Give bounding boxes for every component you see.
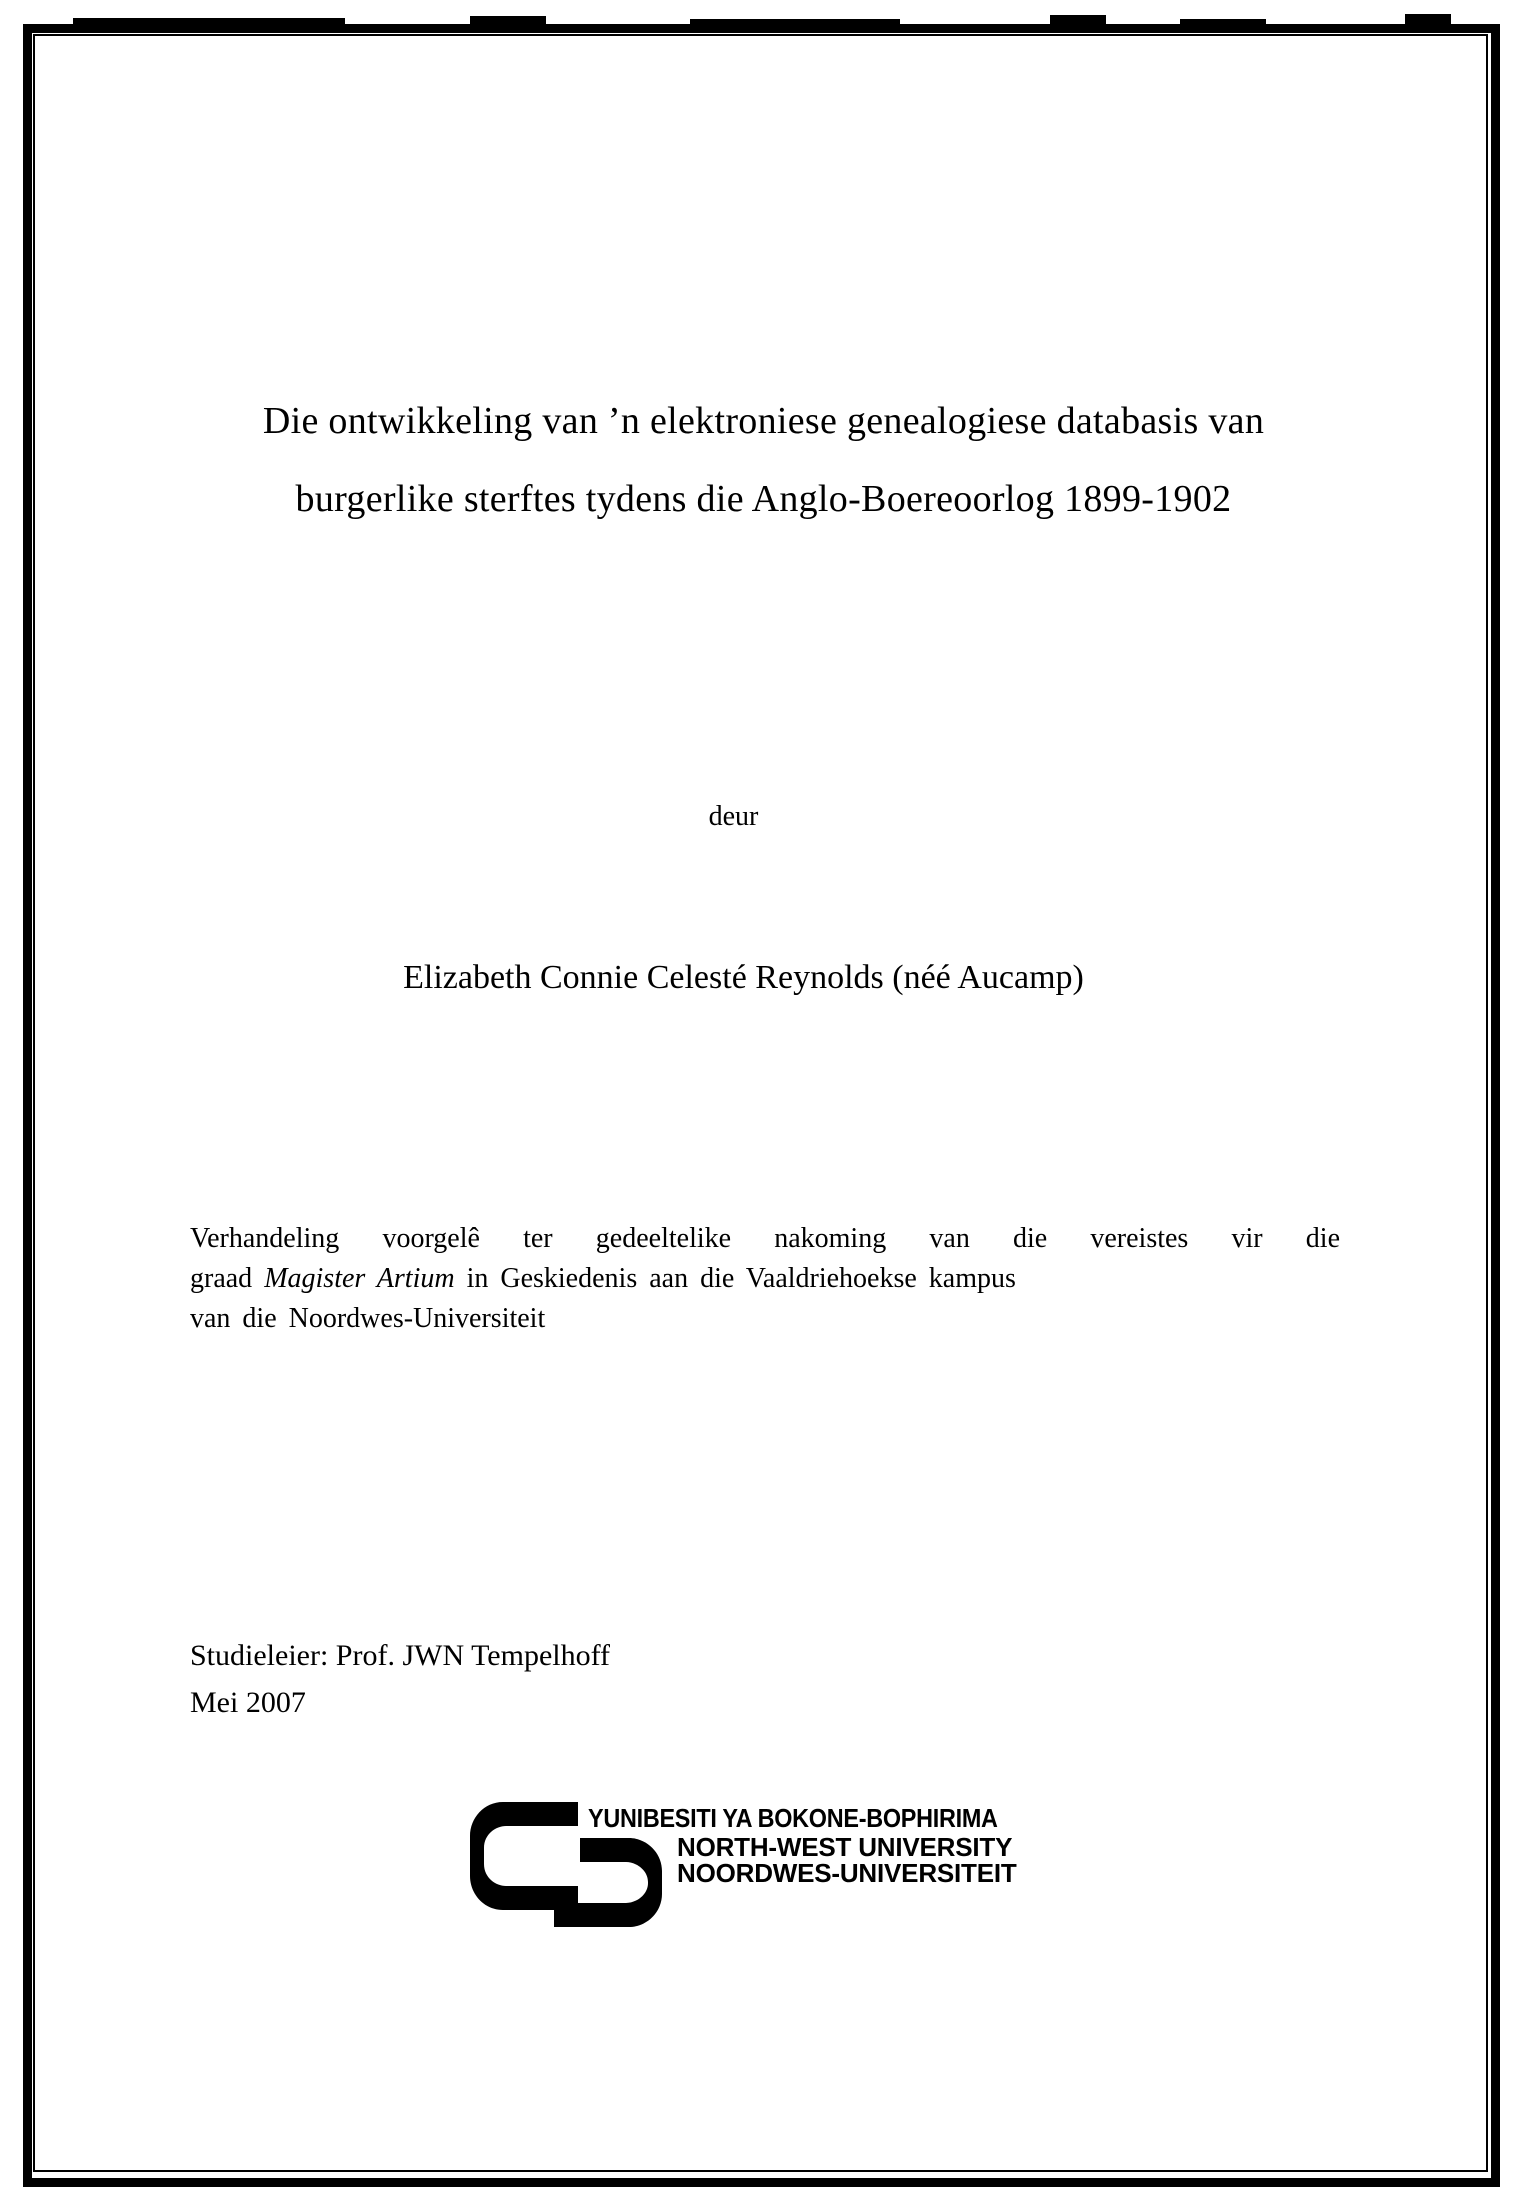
scan-artifact <box>73 18 345 25</box>
scan-artifact <box>1050 15 1106 25</box>
logo-text-setswana: YUNIBESITI YA BOKONE-BOPHIRIMA <box>588 1803 998 1833</box>
logo-text-english: NORTH-WEST UNIVERSITY <box>677 1832 1013 1862</box>
degree-name-italic: Magister Artium <box>264 1263 455 1294</box>
scan-artifact <box>690 19 900 25</box>
author-name: Elizabeth Connie Celesté Reynolds (néé Aucamp) <box>403 959 1084 996</box>
thesis-title-line-1: Die ontwikkeling van ’n elektroniese genealogiese databasis van <box>262 400 1265 442</box>
degree-statement-line-1: Verhandeling voorgelê ter gedeeltelike nakoming van die vereistes vir die <box>190 1223 1340 1254</box>
byline-deur: deur <box>708 801 759 832</box>
degree-statement-line-2-prefix: graad <box>190 1263 265 1294</box>
degree-statement-line-2-suffix: in Geskiedenis aan die Vaaldriehoekse kampus <box>454 1263 1016 1294</box>
supervisor-block <box>190 1632 610 1726</box>
scan-artifact <box>470 16 546 25</box>
degree-statement-line-2 <box>190 1259 1340 1299</box>
scan-artifact <box>1180 19 1266 25</box>
supervisor-line: Studieleier: Prof. JWN Tempelhoff <box>190 1639 611 1672</box>
date-line: Mei 2007 <box>190 1686 306 1719</box>
thesis-title-line-2: burgerlike sterftes tydens die Anglo-Boereoorlog 1899-1902 <box>295 478 1232 520</box>
degree-statement-line-3: van die Noordwes-Universiteit <box>190 1303 546 1334</box>
university-logo <box>470 1800 1170 1940</box>
scan-artifact <box>1405 14 1451 25</box>
logo-text-afrikaans: NOORDWES-UNIVERSITEIT <box>677 1858 1017 1888</box>
degree-statement <box>190 1219 1340 1339</box>
